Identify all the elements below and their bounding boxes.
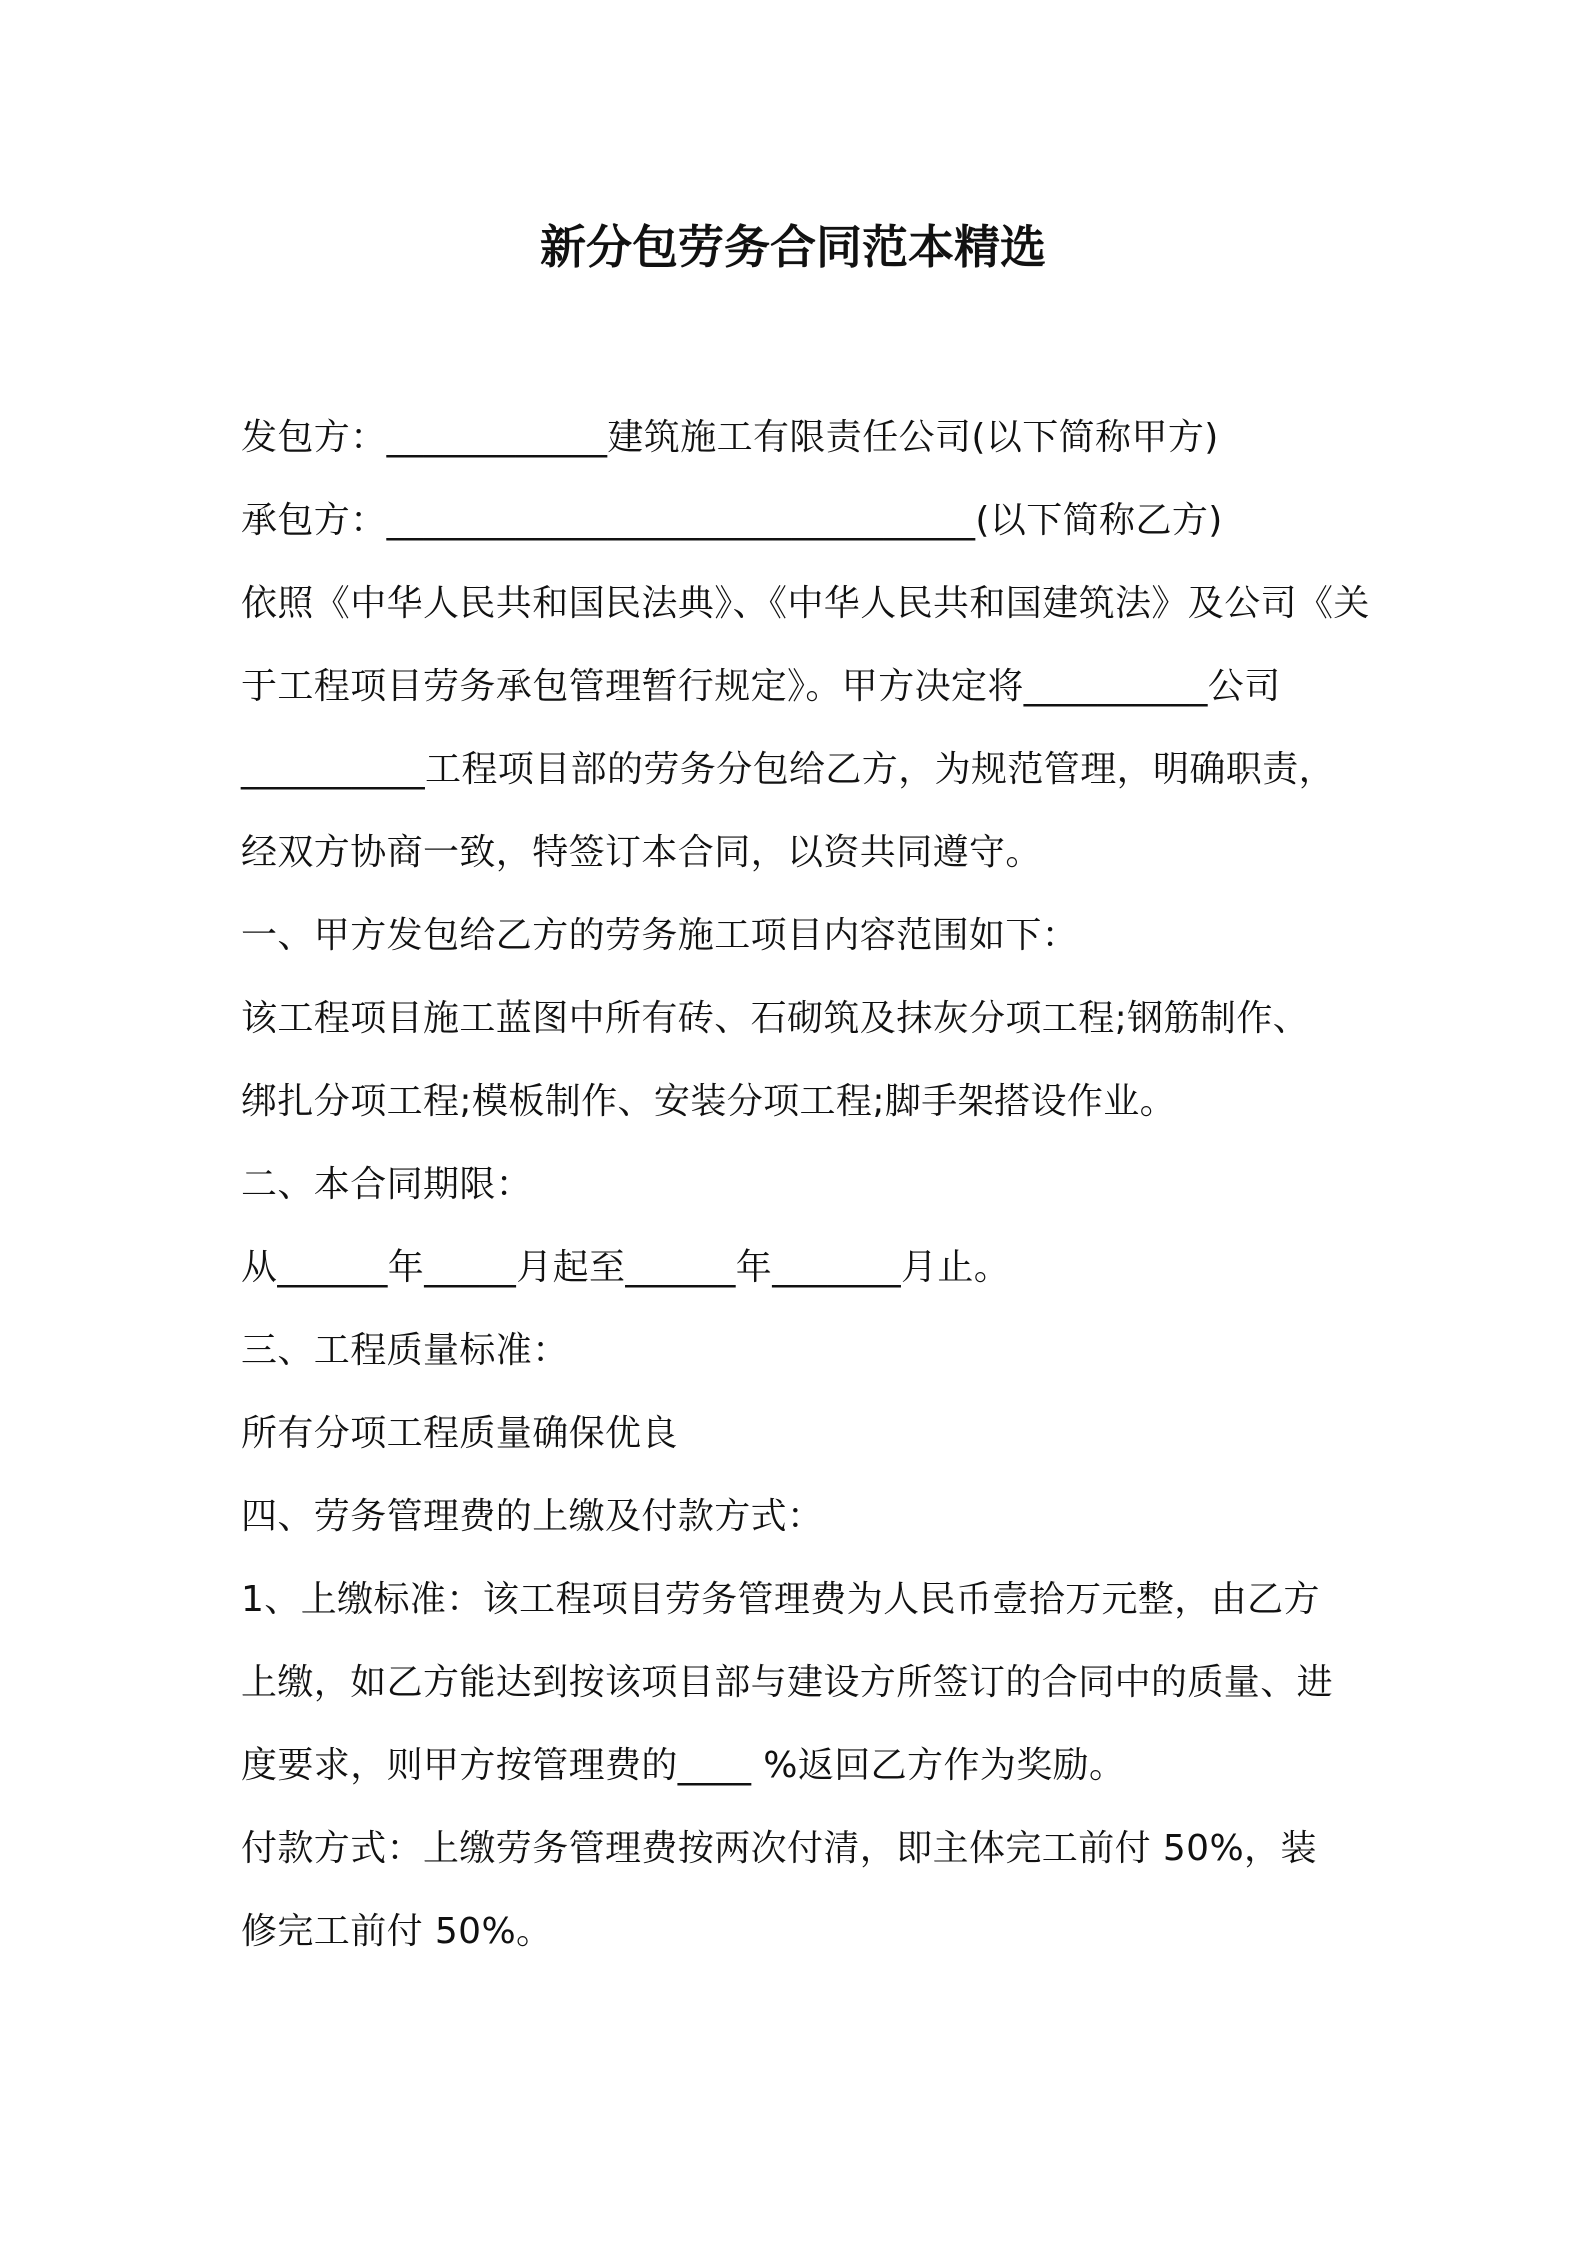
payment-method-line-1: 付款方式：上缴劳务管理费按两次付清，即主体完工前付 50%，装	[241, 1828, 1317, 1869]
section-3-text: 所有分项工程质量确保优良	[241, 1413, 678, 1454]
party-a-line: 发包方：____________建筑施工有限责任公司(以下简称甲方)	[241, 417, 1219, 458]
preamble-line-1: 依照《中华人民共和国民法典》、《中华人民共和国建筑法》及公司《关	[241, 583, 1370, 624]
section-1-heading: 一、甲方发包给乙方的劳务施工项目内容范围如下：	[241, 915, 1079, 956]
preamble-line-4: 经双方协商一致，特签订本合同，以资共同遵守。	[241, 832, 1042, 873]
section-1-text-line-1: 该工程项目施工蓝图中所有砖、石砌筑及抹灰分项工程;钢筋制作、	[241, 998, 1310, 1039]
document-title: 新分包劳务合同范本精选	[540, 220, 1046, 274]
section-2-text: 从______年_____月起至______年_______月止。	[241, 1247, 1011, 1288]
section-4-item-1-line-3: 度要求，则甲方按管理费的____ %返回乙方作为奖励。	[241, 1745, 1126, 1786]
section-4-item-1-line-2: 上缴，如乙方能达到按该项目部与建设方所签订的合同中的质量、进	[241, 1662, 1334, 1703]
party-b-line: 承包方：________________________________(以下简称乙方)	[241, 500, 1223, 541]
preamble-line-2: 于工程项目劳务承包管理暂行规定》。甲方决定将__________公司	[241, 666, 1281, 707]
section-2-heading: 二、本合同期限：	[241, 1164, 533, 1205]
payment-method-line-2: 修完工前付 50%。	[241, 1911, 553, 1952]
section-1-text-line-2: 绑扎分项工程;模板制作、安装分项工程;脚手架搭设作业。	[241, 1081, 1177, 1122]
section-4-item-1-line-1: 1、上缴标准：该工程项目劳务管理费为人民币壹拾万元整，由乙方	[241, 1579, 1320, 1620]
section-3-heading: 三、工程质量标准：	[241, 1330, 569, 1371]
preamble-line-3: __________工程项目部的劳务分包给乙方，为规范管理，明确职责，	[241, 749, 1336, 790]
section-4-heading: 四、劳务管理费的上缴及付款方式：	[241, 1496, 824, 1537]
